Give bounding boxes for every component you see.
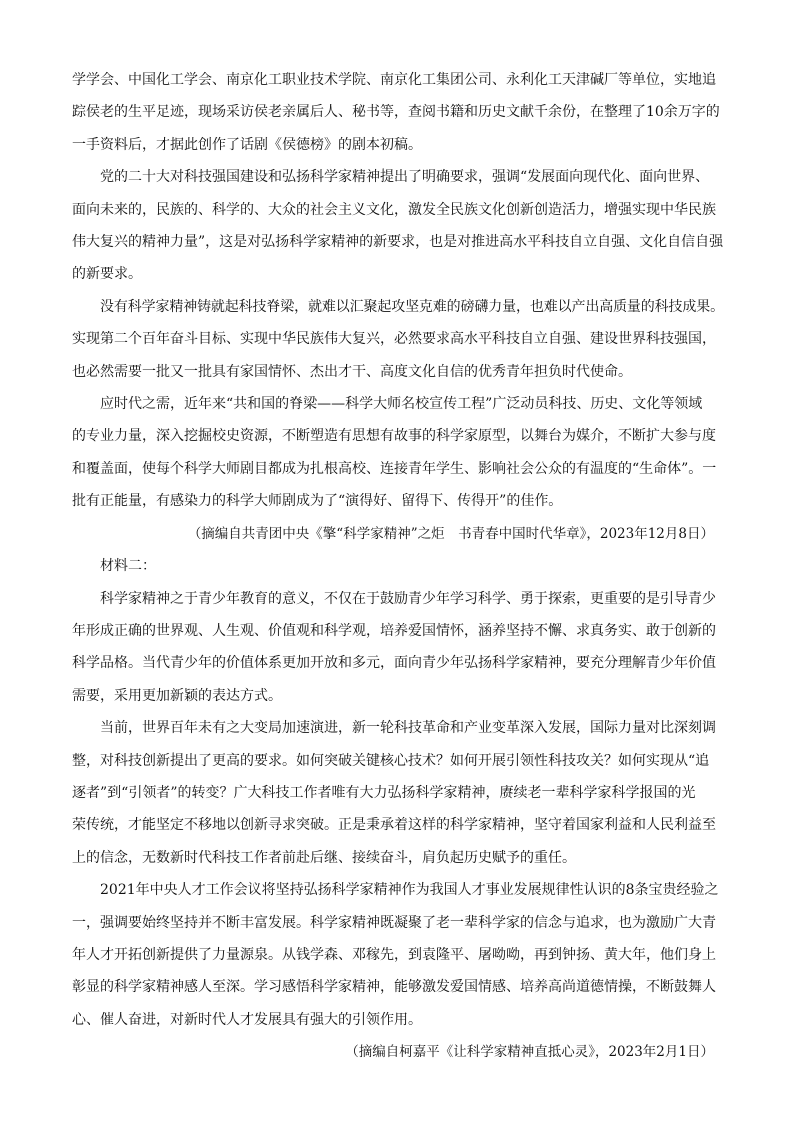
paragraph-master-drama	[72, 388, 724, 518]
text-line: 的新要求。	[72, 266, 142, 283]
text-line: 荣传统，才能坚定不移地以创新寻求突破。正是秉承着这样的科学家精神，坚守着国家利益和人民利益至	[72, 817, 716, 834]
text-line: 科学品格。当代青少年的价值体系更加开放和多元，面向青少年弘扬科学家精神，要充分理解青少年价值	[72, 655, 716, 672]
text-line: 和覆盖面，使每个科学大师剧目都成为扎根高校、连接青年学生、影响社会公众的有温度的“生命体”。一	[72, 460, 717, 477]
text-line: 科学家精神之于青少年教育的意义，不仅在于鼓励青少年学习科学、勇于探索，更重要的是引导青少	[100, 590, 716, 607]
paragraph-talent-conference	[72, 874, 724, 1036]
source-citation-one: （摘编自共青团中央《擎“科学家精神”之炬 书青春中国时代华章》，2023年12月8日）	[187, 525, 714, 542]
material-two-heading: 材料二：	[100, 558, 156, 575]
text-line: 批有正能量，有感染力的科学大师剧成为了“演得好、留得下、传得开”的佳作。	[72, 493, 563, 510]
text-line: 也必然需要一批又一批具有家国情怀、杰出才干、高度文化自信的优秀青年担负时代使命。	[72, 363, 632, 380]
text-line: 党的二十大对科技强国建设和弘扬科学家精神提出了明确要求，强调“发展面向现代化、面向世界、	[100, 169, 710, 186]
text-line: 当前，世界百年未有之大变局加速演进，新一轮科技革命和产业变革深入发展，国际力量对比深刻调	[100, 720, 716, 737]
text-line: 没有科学家精神铸就起科技脊梁，就难以汇聚起攻坚克难的磅礴力量，也难以产出高质量的科技成果。	[100, 298, 724, 315]
text-line: 应时代之需，近年来“共和国的脊梁——科学大师名校宣传工程”广泛动员科技、历史、文化等领域	[100, 396, 703, 413]
text-line: 学学会、中国化工学会、南京化工职业技术学院、南京化工集团公司、永利化工天津碱厂等单位，实地追	[72, 72, 716, 88]
text-line: 实现第二个百年奋斗目标、实现中华民族伟大复兴，必然要求高水平科技自立自强、建设世界科技强国，	[72, 331, 716, 348]
text-line: 年人才开拓创新提供了力量源泉。从钱学森、邓稼先，到袁隆平、屠呦呦，再到钟扬、黄大年，他们身上	[72, 946, 716, 963]
text-line: 2021年中央人才工作会议将坚持弘扬科学家精神作为我国人才事业发展规律性认识的8条宝贵经验之	[100, 882, 719, 899]
text-line: 年形成正确的世界观、人生观、价值观和科学观，培养爱国情怀，涵养坚持不懈、求真务实、敢于创新的	[72, 622, 716, 639]
text-line: 踪侯老的生平足迹，现场采访侯老亲属后人、秘书等，查阅书籍和历史文献千余份，在整理了10余万字的	[72, 104, 720, 121]
text-line: 整，对科技创新提出了更高的要求。如何突破关键核心技术？如何开展引领性科技攻关？如何实现从“追	[72, 752, 710, 769]
paragraph-youth-education	[72, 583, 724, 713]
text-line: 一，强调要始终坚持并不断丰富发展。科学家精神既凝聚了老一辈科学家的信念与追求，也为激励广大青	[72, 914, 716, 931]
text-line: 上的信念，无数新时代科技工作者前赴后继、接续奋斗，肩负起历史赋予的重任。	[72, 849, 576, 866]
text-line: 心、催人奋进，对新时代人才发展具有强大的引领作用。	[72, 1011, 422, 1028]
text-line: 面向未来的，民族的、科学的、大众的社会主义文化，激发全民族文化创新创造活力，增强实现中华民族	[72, 201, 716, 218]
text-line: 的专业力量，深入挖掘校史资源，不断塑造有思想有故事的科学家原型，以舞台为媒介，不断扩大参与度	[72, 428, 716, 445]
text-line: 伟大复兴的精神力量”，这是对弘扬科学家精神的新要求，也是对推进高水平科技自立自强、文化自信自强	[72, 234, 724, 251]
paragraph-science-power	[72, 161, 724, 291]
text-line: 一手资料后，才据此创作了话剧《侯德榜》的剧本初稿。	[72, 136, 422, 153]
paragraph-tech-innovation	[72, 712, 724, 874]
text-line: 逐者”到“引领者”的转变？广大科技工作者唯有大力弘扬科学家精神，赓续老一辈科学家科学报国的光	[72, 784, 696, 801]
text-line: 需要，采用更加新颖的表达方式。	[72, 687, 282, 704]
text-line: 彰显的科学家精神感人至深。学习感悟科学家精神，能够激发爱国情感、培养高尚道德情操，不断鼓舞人	[72, 979, 716, 996]
paragraph-science-backbone	[72, 291, 724, 388]
source-citation-two: （摘编自柯嘉平《让科学家精神直抵心灵》，2023年2月1日）	[345, 1044, 714, 1061]
paragraph-continued	[72, 64, 724, 161]
document-body	[72, 64, 724, 1069]
